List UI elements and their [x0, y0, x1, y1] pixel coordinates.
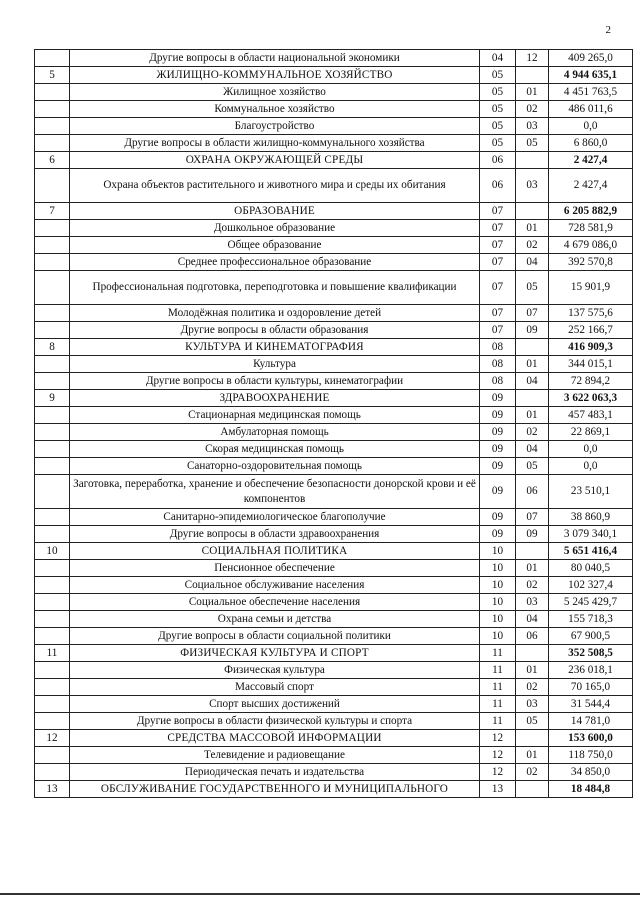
amount: 102 327,4	[549, 577, 633, 594]
row-name: Телевидение и радиовещание	[70, 747, 480, 764]
table-row	[35, 560, 633, 577]
row-name: Заготовка, переработка, хранение и обеспечение безопасности донорской крови и её компонентов	[70, 475, 480, 509]
table-row	[35, 679, 633, 696]
table-row	[35, 169, 633, 203]
row-name: Другие вопросы в области здравоохранения	[70, 526, 480, 543]
table-row	[35, 254, 633, 271]
row-number: 5	[35, 67, 70, 84]
section-row	[35, 543, 633, 560]
subsection-code: 05	[516, 271, 549, 305]
row-number	[35, 84, 70, 101]
row-number: 6	[35, 152, 70, 169]
row-number: 11	[35, 645, 70, 662]
section-code: 12	[480, 764, 516, 781]
subsection-code: 03	[516, 696, 549, 713]
row-number	[35, 679, 70, 696]
subsection-code: 05	[516, 458, 549, 475]
section-code: 07	[480, 237, 516, 254]
amount: 486 011,6	[549, 101, 633, 118]
table-row	[35, 628, 633, 645]
row-name: ОБСЛУЖИВАНИЕ ГОСУДАРСТВЕННОГО И МУНИЦИПАЛЬНОГО	[70, 781, 480, 798]
row-name: Санаторно-оздоровительная помощь	[70, 458, 480, 475]
row-name: ЖИЛИЩНО-КОММУНАЛЬНОЕ ХОЗЯЙСТВО	[70, 67, 480, 84]
row-number	[35, 305, 70, 322]
row-number: 9	[35, 390, 70, 407]
section-code: 06	[480, 169, 516, 203]
amount: 80 040,5	[549, 560, 633, 577]
row-number	[35, 611, 70, 628]
row-name: Пенсионное обеспечение	[70, 560, 480, 577]
subsection-code: 05	[516, 713, 549, 730]
row-name: Физическая культура	[70, 662, 480, 679]
table-row	[35, 356, 633, 373]
row-number: 13	[35, 781, 70, 798]
row-number	[35, 526, 70, 543]
amount: 416 909,3	[549, 339, 633, 356]
table-row	[35, 509, 633, 526]
section-code: 07	[480, 254, 516, 271]
table-row	[35, 747, 633, 764]
amount: 344 015,1	[549, 356, 633, 373]
row-name: Периодическая печать и издательства	[70, 764, 480, 781]
subsection-code: 09	[516, 526, 549, 543]
row-name: Охрана семьи и детства	[70, 611, 480, 628]
row-number	[35, 560, 70, 577]
amount: 72 894,2	[549, 373, 633, 390]
row-number	[35, 118, 70, 135]
section-code: 12	[480, 747, 516, 764]
amount: 153 600,0	[549, 730, 633, 747]
table-row	[35, 577, 633, 594]
subsection-code: 01	[516, 356, 549, 373]
table-row	[35, 696, 633, 713]
amount: 4 679 086,0	[549, 237, 633, 254]
subsection-code: 04	[516, 611, 549, 628]
row-name: Другие вопросы в области социальной политики	[70, 628, 480, 645]
table-row	[35, 135, 633, 152]
row-number	[35, 322, 70, 339]
row-name: Жилищное хозяйство	[70, 84, 480, 101]
subsection-code: 05	[516, 135, 549, 152]
amount: 155 718,3	[549, 611, 633, 628]
subsection-code: 03	[516, 594, 549, 611]
row-name: ФИЗИЧЕСКАЯ КУЛЬТУРА И СПОРТ	[70, 645, 480, 662]
row-number	[35, 713, 70, 730]
row-number	[35, 237, 70, 254]
table-row	[35, 50, 633, 67]
row-name: СОЦИАЛЬНАЯ ПОЛИТИКА	[70, 543, 480, 560]
section-code: 11	[480, 645, 516, 662]
row-name: СРЕДСТВА МАССОВОЙ ИНФОРМАЦИИ	[70, 730, 480, 747]
row-name: Общее образование	[70, 237, 480, 254]
subsection-code: 01	[516, 747, 549, 764]
section-code: 07	[480, 305, 516, 322]
amount: 5 651 416,4	[549, 543, 633, 560]
section-code: 10	[480, 560, 516, 577]
amount: 2 427,4	[549, 152, 633, 169]
section-code: 09	[480, 407, 516, 424]
row-name: Другие вопросы в области физической культуры и спорта	[70, 713, 480, 730]
section-row	[35, 67, 633, 84]
amount: 67 900,5	[549, 628, 633, 645]
subsection-code: 02	[516, 101, 549, 118]
section-code: 09	[480, 458, 516, 475]
subsection-code: 04	[516, 373, 549, 390]
row-number: 8	[35, 339, 70, 356]
section-code: 08	[480, 339, 516, 356]
subsection-code: 07	[516, 305, 549, 322]
amount: 6 860,0	[549, 135, 633, 152]
table-row	[35, 713, 633, 730]
subsection-code: 12	[516, 50, 549, 67]
subsection-code	[516, 152, 549, 169]
row-number	[35, 662, 70, 679]
amount: 352 508,5	[549, 645, 633, 662]
amount: 409 265,0	[549, 50, 633, 67]
row-name: Среднее профессиональное образование	[70, 254, 480, 271]
amount: 3 622 063,3	[549, 390, 633, 407]
amount: 0,0	[549, 458, 633, 475]
subsection-code: 02	[516, 237, 549, 254]
subsection-code: 02	[516, 764, 549, 781]
table-row	[35, 373, 633, 390]
row-name: Спорт высших достижений	[70, 696, 480, 713]
table-row	[35, 305, 633, 322]
row-name: ОБРАЗОВАНИЕ	[70, 203, 480, 220]
table-row	[35, 662, 633, 679]
row-number	[35, 747, 70, 764]
subsection-code: 01	[516, 220, 549, 237]
amount: 728 581,9	[549, 220, 633, 237]
section-code: 12	[480, 730, 516, 747]
section-code: 05	[480, 67, 516, 84]
amount: 2 427,4	[549, 169, 633, 203]
subsection-code	[516, 390, 549, 407]
section-row	[35, 390, 633, 407]
subsection-code: 06	[516, 475, 549, 509]
section-code: 07	[480, 220, 516, 237]
section-code: 11	[480, 662, 516, 679]
section-code: 09	[480, 424, 516, 441]
section-row	[35, 339, 633, 356]
row-name: Санитарно-эпидемиологическое благополучие	[70, 509, 480, 526]
row-name: Культура	[70, 356, 480, 373]
section-code: 13	[480, 781, 516, 798]
budget-table	[34, 49, 633, 798]
section-code: 05	[480, 135, 516, 152]
row-name: Молодёжная политика и оздоровление детей	[70, 305, 480, 322]
section-code: 08	[480, 373, 516, 390]
row-number	[35, 356, 70, 373]
section-code: 10	[480, 543, 516, 560]
subsection-code	[516, 339, 549, 356]
section-row	[35, 152, 633, 169]
table-row	[35, 441, 633, 458]
row-number	[35, 475, 70, 509]
row-number: 7	[35, 203, 70, 220]
section-code: 09	[480, 475, 516, 509]
page-number: 2	[605, 24, 611, 36]
amount: 4 944 635,1	[549, 67, 633, 84]
row-name: Стационарная медицинская помощь	[70, 407, 480, 424]
section-code: 09	[480, 441, 516, 458]
row-number	[35, 764, 70, 781]
table-row	[35, 594, 633, 611]
section-code: 09	[480, 526, 516, 543]
section-row	[35, 645, 633, 662]
section-code: 05	[480, 118, 516, 135]
section-code: 08	[480, 356, 516, 373]
subsection-code: 02	[516, 679, 549, 696]
amount: 0,0	[549, 441, 633, 458]
section-code: 06	[480, 152, 516, 169]
row-name: Профессиональная подготовка, переподготовка и повышение квалификации	[70, 271, 480, 305]
row-name: Социальное обслуживание населения	[70, 577, 480, 594]
row-number	[35, 373, 70, 390]
row-number	[35, 424, 70, 441]
section-code: 09	[480, 390, 516, 407]
row-name: Другие вопросы в области культуры, кинематографии	[70, 373, 480, 390]
row-name: Другие вопросы в области образования	[70, 322, 480, 339]
row-number	[35, 50, 70, 67]
row-name: Коммунальное хозяйство	[70, 101, 480, 118]
section-code: 07	[480, 271, 516, 305]
table-row	[35, 271, 633, 305]
section-code: 04	[480, 50, 516, 67]
amount: 252 166,7	[549, 322, 633, 339]
row-name: Другие вопросы в области жилищно-коммунального хозяйства	[70, 135, 480, 152]
row-name: ОХРАНА ОКРУЖАЮЩЕЙ СРЕДЫ	[70, 152, 480, 169]
subsection-code: 01	[516, 662, 549, 679]
row-number: 12	[35, 730, 70, 747]
row-number	[35, 628, 70, 645]
row-name: Скорая медицинская помощь	[70, 441, 480, 458]
subsection-code: 01	[516, 407, 549, 424]
amount: 22 869,1	[549, 424, 633, 441]
row-name: Социальное обеспечение населения	[70, 594, 480, 611]
row-number	[35, 594, 70, 611]
subsection-code	[516, 203, 549, 220]
row-number	[35, 271, 70, 305]
section-code: 09	[480, 509, 516, 526]
row-number	[35, 135, 70, 152]
row-name: Охрана объектов растительного и животного мира и среды их обитания	[70, 169, 480, 203]
table-row	[35, 118, 633, 135]
section-code: 07	[480, 203, 516, 220]
table-row	[35, 458, 633, 475]
subsection-code: 09	[516, 322, 549, 339]
row-number	[35, 254, 70, 271]
subsection-code	[516, 781, 549, 798]
section-code: 11	[480, 679, 516, 696]
amount: 18 484,8	[549, 781, 633, 798]
row-name: ЗДРАВООХРАНЕНИЕ	[70, 390, 480, 407]
amount: 70 165,0	[549, 679, 633, 696]
table-row	[35, 101, 633, 118]
amount: 457 483,1	[549, 407, 633, 424]
footer-divider	[0, 893, 640, 895]
section-code: 10	[480, 594, 516, 611]
subsection-code: 01	[516, 560, 549, 577]
row-number	[35, 169, 70, 203]
amount: 6 205 882,9	[549, 203, 633, 220]
amount: 38 860,9	[549, 509, 633, 526]
subsection-code: 03	[516, 118, 549, 135]
subsection-code: 06	[516, 628, 549, 645]
row-name: Дошкольное образование	[70, 220, 480, 237]
section-code: 11	[480, 713, 516, 730]
subsection-code	[516, 645, 549, 662]
row-number	[35, 458, 70, 475]
subsection-code: 03	[516, 169, 549, 203]
amount: 118 750,0	[549, 747, 633, 764]
table-row	[35, 764, 633, 781]
table-row	[35, 322, 633, 339]
amount: 14 781,0	[549, 713, 633, 730]
amount: 3 079 340,1	[549, 526, 633, 543]
row-number	[35, 441, 70, 458]
amount: 0,0	[549, 118, 633, 135]
subsection-code: 04	[516, 441, 549, 458]
section-code: 10	[480, 611, 516, 628]
subsection-code: 01	[516, 84, 549, 101]
section-row	[35, 203, 633, 220]
section-code: 07	[480, 322, 516, 339]
row-number	[35, 101, 70, 118]
amount: 137 575,6	[549, 305, 633, 322]
subsection-code: 04	[516, 254, 549, 271]
amount: 34 850,0	[549, 764, 633, 781]
budget-table-body	[35, 50, 633, 798]
row-name: Благоустройство	[70, 118, 480, 135]
row-name: Амбулаторная помощь	[70, 424, 480, 441]
table-row	[35, 84, 633, 101]
table-row	[35, 475, 633, 509]
subsection-code: 02	[516, 577, 549, 594]
amount: 15 901,9	[549, 271, 633, 305]
subsection-code: 07	[516, 509, 549, 526]
subsection-code	[516, 67, 549, 84]
row-number	[35, 220, 70, 237]
section-code: 10	[480, 577, 516, 594]
amount: 236 018,1	[549, 662, 633, 679]
table-row	[35, 220, 633, 237]
row-number	[35, 577, 70, 594]
amount: 31 544,4	[549, 696, 633, 713]
section-row	[35, 730, 633, 747]
row-name: Массовый спорт	[70, 679, 480, 696]
row-name: КУЛЬТУРА И КИНЕМАТОГРАФИЯ	[70, 339, 480, 356]
subsection-code	[516, 543, 549, 560]
row-number: 10	[35, 543, 70, 560]
subsection-code: 02	[516, 424, 549, 441]
amount: 392 570,8	[549, 254, 633, 271]
row-number	[35, 407, 70, 424]
row-name: Другие вопросы в области национальной экономики	[70, 50, 480, 67]
subsection-code	[516, 730, 549, 747]
amount: 4 451 763,5	[549, 84, 633, 101]
section-code: 05	[480, 84, 516, 101]
amount: 5 245 429,7	[549, 594, 633, 611]
section-code: 10	[480, 628, 516, 645]
table-row	[35, 611, 633, 628]
section-row	[35, 781, 633, 798]
section-code: 05	[480, 101, 516, 118]
row-number	[35, 509, 70, 526]
table-row	[35, 407, 633, 424]
table-row	[35, 424, 633, 441]
table-row	[35, 237, 633, 254]
table-row	[35, 526, 633, 543]
section-code: 11	[480, 696, 516, 713]
amount: 23 510,1	[549, 475, 633, 509]
row-number	[35, 696, 70, 713]
